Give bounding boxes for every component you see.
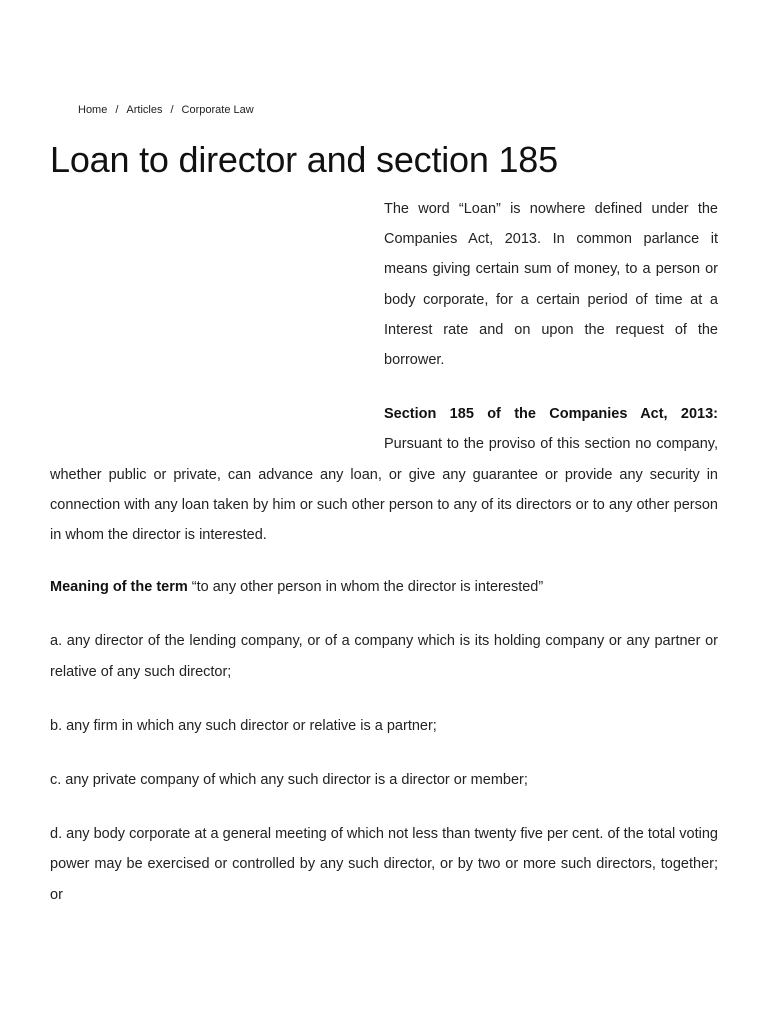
article-body — [50, 194, 718, 934]
breadcrumb-articles-link[interactable]: Articles — [126, 104, 163, 116]
meaning-paragraph — [50, 572, 718, 602]
section-body: Pursuant to the proviso of this section no company, whether public or private, can advance any loan, or give any guarantee or provide any security in connection with any loan taken by him or such other person to any of its directors or to any other person in whom the director is interested. — [50, 436, 718, 544]
meaning-text: “to any other person in whom the director is interested” — [187, 579, 544, 596]
breadcrumb — [78, 104, 254, 116]
list-item-b: b. any firm in which any such director or relative is a partner; — [50, 717, 437, 734]
list-item-d: d. any body corporate at a general meeting of which not less than twenty five per cent. of the total voting power may be exercised or controlled by any such director, or by two or more such directors, together; or — [50, 826, 718, 903]
section-heading: Section 185 of the Companies Act, 2013: — [384, 406, 718, 423]
breadcrumb-home-link[interactable]: Home — [78, 104, 108, 116]
intro-paragraph: The word “Loan” is nowhere defined under the Companies Act, 2013. In common parlance it means giving certain sum of money, to a person or body corporate, for a certain period of time at a Interest rate and on upon the request of the borrower. — [384, 201, 718, 369]
breadcrumb-separator: / — [115, 104, 119, 116]
list-item-a: a. any director of the lending company, or of a company which is its holding company or any partner or relative of any such director; — [50, 633, 718, 680]
breadcrumb-separator: / — [170, 104, 174, 116]
list-item-c: c. any private company of which any such director is a director or member; — [50, 772, 528, 789]
image-placeholder — [50, 194, 384, 455]
breadcrumb-corporate-law-link[interactable]: Corporate Law — [181, 104, 254, 116]
page-title: Loan to director and section 185 — [50, 139, 558, 180]
meaning-label: Meaning of the term — [50, 579, 188, 596]
